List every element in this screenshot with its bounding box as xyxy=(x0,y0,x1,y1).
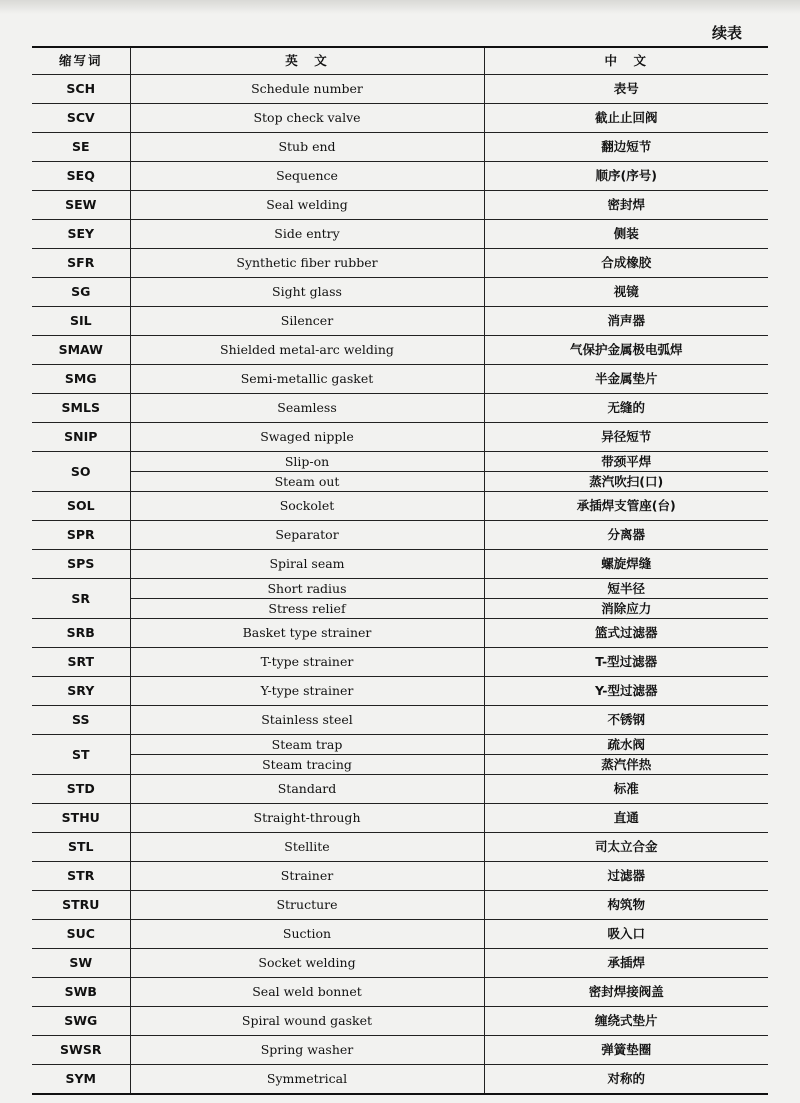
english-term-cell: Slip-on xyxy=(130,452,484,472)
abbreviation-cell: STHU xyxy=(32,804,130,833)
chinese-term-cell: T-型过滤器 xyxy=(484,648,768,677)
chinese-term-cell: 直通 xyxy=(484,804,768,833)
abbreviation-cell: SMLS xyxy=(32,394,130,423)
abbreviation-cell: SEW xyxy=(32,191,130,220)
english-term-cell: Standard xyxy=(130,775,484,804)
table-row xyxy=(32,579,768,599)
english-term-cell: Steam tracing xyxy=(130,755,484,775)
chinese-term-cell: 弹簧垫圈 xyxy=(484,1036,768,1065)
chinese-term-cell: 密封焊 xyxy=(484,191,768,220)
table-row xyxy=(32,133,768,162)
chinese-term-cell: Y-型过滤器 xyxy=(484,677,768,706)
english-term-cell: Socket welding xyxy=(130,949,484,978)
chinese-term-cell: 异径短节 xyxy=(484,423,768,452)
abbreviation-cell: SCH xyxy=(32,75,130,104)
english-term-cell: Stress relief xyxy=(130,599,484,619)
chinese-term-cell: 构筑物 xyxy=(484,891,768,920)
english-term-cell: Stainless steel xyxy=(130,706,484,735)
abbreviation-cell: SOL xyxy=(32,492,130,521)
table-row xyxy=(32,104,768,133)
table-row xyxy=(32,1007,768,1036)
english-term-cell: Y-type strainer xyxy=(130,677,484,706)
english-term-cell: Suction xyxy=(130,920,484,949)
abbreviation-cell: SWB xyxy=(32,978,130,1007)
table-row xyxy=(32,755,768,775)
english-term-cell: Symmetrical xyxy=(130,1065,484,1095)
english-term-cell: Shielded metal-arc welding xyxy=(130,336,484,365)
table-row xyxy=(32,492,768,521)
table-row xyxy=(32,891,768,920)
english-term-cell: Sight glass xyxy=(130,278,484,307)
chinese-term-cell: 吸入口 xyxy=(484,920,768,949)
english-term-cell: Spiral seam xyxy=(130,550,484,579)
chinese-term-cell: 篮式过滤器 xyxy=(484,619,768,648)
table-row xyxy=(32,550,768,579)
chinese-term-cell: 缠绕式垫片 xyxy=(484,1007,768,1036)
english-term-cell: Separator xyxy=(130,521,484,550)
english-term-cell: Spring washer xyxy=(130,1036,484,1065)
chinese-term-cell: 承插焊 xyxy=(484,949,768,978)
chinese-term-cell: 侧装 xyxy=(484,220,768,249)
table-row xyxy=(32,75,768,104)
table-row xyxy=(32,862,768,891)
english-term-cell: Schedule number xyxy=(130,75,484,104)
english-term-cell: Structure xyxy=(130,891,484,920)
table-row xyxy=(32,706,768,735)
table-row xyxy=(32,423,768,452)
chinese-term-cell: 消除应力 xyxy=(484,599,768,619)
english-term-cell: Steam trap xyxy=(130,735,484,755)
chinese-term-cell: 对称的 xyxy=(484,1065,768,1095)
english-term-cell: Stub end xyxy=(130,133,484,162)
table-row xyxy=(32,307,768,336)
abbreviation-cell: SEY xyxy=(32,220,130,249)
abbreviation-cell: SE xyxy=(32,133,130,162)
english-term-cell: Strainer xyxy=(130,862,484,891)
abbreviation-cell: STD xyxy=(32,775,130,804)
abbreviation-cell: SNIP xyxy=(32,423,130,452)
table-row xyxy=(32,220,768,249)
english-term-cell: Seal welding xyxy=(130,191,484,220)
table-row xyxy=(32,978,768,1007)
chinese-term-cell: 合成橡胶 xyxy=(484,249,768,278)
table-row xyxy=(32,162,768,191)
chinese-term-cell: 分离器 xyxy=(484,521,768,550)
header-abbr: 缩写词 xyxy=(32,47,130,75)
table-row xyxy=(32,278,768,307)
table-row xyxy=(32,249,768,278)
english-term-cell: Seal weld bonnet xyxy=(130,978,484,1007)
english-term-cell: Swaged nipple xyxy=(130,423,484,452)
chinese-term-cell: 短半径 xyxy=(484,579,768,599)
chinese-term-cell: 带颈平焊 xyxy=(484,452,768,472)
abbreviation-cell: SG xyxy=(32,278,130,307)
table-row xyxy=(32,521,768,550)
table-row xyxy=(32,599,768,619)
english-term-cell: Steam out xyxy=(130,472,484,492)
english-term-cell: Stop check valve xyxy=(130,104,484,133)
chinese-term-cell: 密封焊接阀盖 xyxy=(484,978,768,1007)
table-row xyxy=(32,1036,768,1065)
abbreviation-cell: SWSR xyxy=(32,1036,130,1065)
abbreviation-cell: SEQ xyxy=(32,162,130,191)
abbreviation-table xyxy=(32,46,768,1095)
english-term-cell: T-type strainer xyxy=(130,648,484,677)
table-row xyxy=(32,365,768,394)
abbreviation-cell: SRT xyxy=(32,648,130,677)
chinese-term-cell: 视镜 xyxy=(484,278,768,307)
chinese-term-cell: 蒸汽伴热 xyxy=(484,755,768,775)
english-term-cell: Short radius xyxy=(130,579,484,599)
table-row xyxy=(32,735,768,755)
continued-label: 续表 xyxy=(711,24,742,42)
english-term-cell: Straight-through xyxy=(130,804,484,833)
abbreviation-cell: SPR xyxy=(32,521,130,550)
english-term-cell: Silencer xyxy=(130,307,484,336)
chinese-term-cell: 翻边短节 xyxy=(484,133,768,162)
chinese-term-cell: 过滤器 xyxy=(484,862,768,891)
table-row xyxy=(32,394,768,423)
table-row xyxy=(32,677,768,706)
chinese-term-cell: 不锈钢 xyxy=(484,706,768,735)
abbreviation-cell: STR xyxy=(32,862,130,891)
abbreviation-cell: STRU xyxy=(32,891,130,920)
abbreviation-cell: SR xyxy=(32,579,130,619)
chinese-term-cell: 螺旋焊缝 xyxy=(484,550,768,579)
chinese-term-cell: 疏水阀 xyxy=(484,735,768,755)
abbreviation-cell: SMG xyxy=(32,365,130,394)
abbreviation-cell: SPS xyxy=(32,550,130,579)
english-term-cell: Stellite xyxy=(130,833,484,862)
chinese-term-cell: 承插焊支管座(台) xyxy=(484,492,768,521)
english-term-cell: Spiral wound gasket xyxy=(130,1007,484,1036)
chinese-term-cell: 表号 xyxy=(484,75,768,104)
abbreviation-cell: SO xyxy=(32,452,130,492)
table-row xyxy=(32,191,768,220)
english-term-cell: Semi-metallic gasket xyxy=(130,365,484,394)
chinese-term-cell: 截止止回阀 xyxy=(484,104,768,133)
english-term-cell: Side entry xyxy=(130,220,484,249)
table-row xyxy=(32,452,768,472)
chinese-term-cell: 气保护金属极电弧焊 xyxy=(484,336,768,365)
abbreviation-cell: SYM xyxy=(32,1065,130,1095)
abbreviation-cell: SS xyxy=(32,706,130,735)
chinese-term-cell: 半金属垫片 xyxy=(484,365,768,394)
abbreviation-cell: SWG xyxy=(32,1007,130,1036)
table-row xyxy=(32,472,768,492)
table-row xyxy=(32,949,768,978)
english-term-cell: Sockolet xyxy=(130,492,484,521)
page-top-edge xyxy=(0,0,800,14)
table-row xyxy=(32,833,768,862)
abbreviation-cell: SUC xyxy=(32,920,130,949)
table-header-row xyxy=(32,47,768,75)
english-term-cell: Basket type strainer xyxy=(130,619,484,648)
abbreviation-cell: SFR xyxy=(32,249,130,278)
chinese-term-cell: 消声器 xyxy=(484,307,768,336)
header-english: 英 文 xyxy=(130,47,484,75)
chinese-term-cell: 蒸汽吹扫(口) xyxy=(484,472,768,492)
abbreviation-cell: SIL xyxy=(32,307,130,336)
abbreviation-cell: SRB xyxy=(32,619,130,648)
abbreviation-cell: SMAW xyxy=(32,336,130,365)
table-row xyxy=(32,619,768,648)
table-row xyxy=(32,775,768,804)
chinese-term-cell: 无缝的 xyxy=(484,394,768,423)
table-row xyxy=(32,336,768,365)
abbreviation-cell: ST xyxy=(32,735,130,775)
chinese-term-cell: 司太立合金 xyxy=(484,833,768,862)
chinese-term-cell: 顺序(序号) xyxy=(484,162,768,191)
abbreviation-cell: STL xyxy=(32,833,130,862)
english-term-cell: Sequence xyxy=(130,162,484,191)
table-row xyxy=(32,1065,768,1095)
english-term-cell: Synthetic fiber rubber xyxy=(130,249,484,278)
table-row xyxy=(32,804,768,833)
abbreviation-cell: SRY xyxy=(32,677,130,706)
table-body xyxy=(32,75,768,1095)
abbreviation-cell: SCV xyxy=(32,104,130,133)
table-row xyxy=(32,648,768,677)
abbreviation-cell: SW xyxy=(32,949,130,978)
english-term-cell: Seamless xyxy=(130,394,484,423)
header-chinese: 中 文 xyxy=(484,47,768,75)
table-row xyxy=(32,920,768,949)
chinese-term-cell: 标准 xyxy=(484,775,768,804)
